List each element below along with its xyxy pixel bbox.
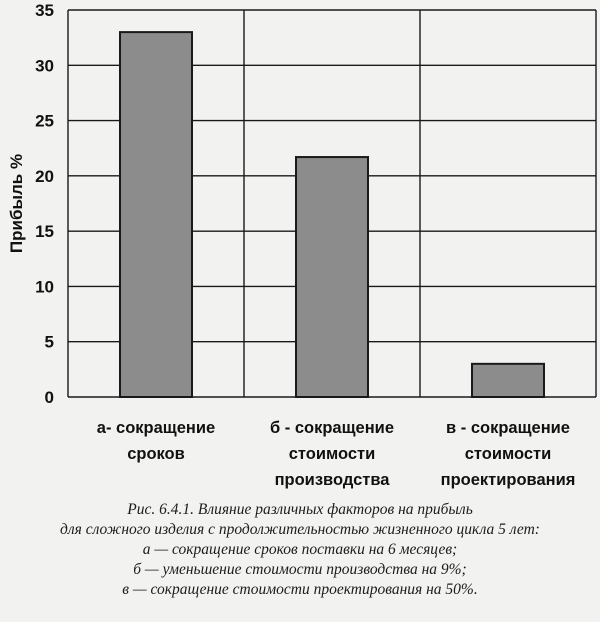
y-tick-label: 0 — [44, 388, 54, 407]
y-tick-label: 25 — [35, 111, 54, 131]
caption-line-4: б — уменьшение стоимости производства на 9%; — [133, 561, 467, 578]
caption-line-5: в — сокращение стоимости проектирования на 50%. — [122, 581, 478, 598]
bar — [296, 157, 368, 397]
y-tick-label: 15 — [35, 222, 54, 242]
y-tick-label: 35 — [35, 1, 54, 20]
y-tick-label: 10 — [35, 277, 54, 297]
category-label-line: в - сокращение — [446, 419, 570, 437]
category-label-line: сроков — [127, 445, 185, 463]
caption-line-3: а — сокращение сроков поставки на 6 месяцев; — [142, 541, 458, 558]
category-label — [270, 419, 394, 489]
caption-line-1: Рис. 6.4.1. Влияние различных факторов на прибыль — [127, 501, 473, 518]
figure-caption — [0, 500, 600, 600]
category-label-line: б - сокращение — [269, 419, 395, 437]
y-tick-label: 30 — [35, 56, 54, 76]
category-label — [97, 419, 215, 463]
category-label-line: производства — [274, 471, 390, 489]
category-label-line: а- сокращение — [96, 419, 216, 437]
caption-line-2: для сложного изделия с продолжительностью жизненного цикла 5 лет: — [60, 521, 540, 538]
category-label-line: проектирования — [440, 471, 576, 489]
category-label-line: стоимости — [464, 445, 552, 463]
category-label-line: стоимости — [288, 445, 376, 463]
y-tick-label: 20 — [35, 166, 54, 186]
category-label — [441, 419, 576, 489]
bar — [120, 32, 192, 397]
bar — [472, 364, 544, 397]
y-tick-label: 5 — [44, 332, 54, 352]
y-axis-label: Прибыль % — [7, 153, 26, 254]
